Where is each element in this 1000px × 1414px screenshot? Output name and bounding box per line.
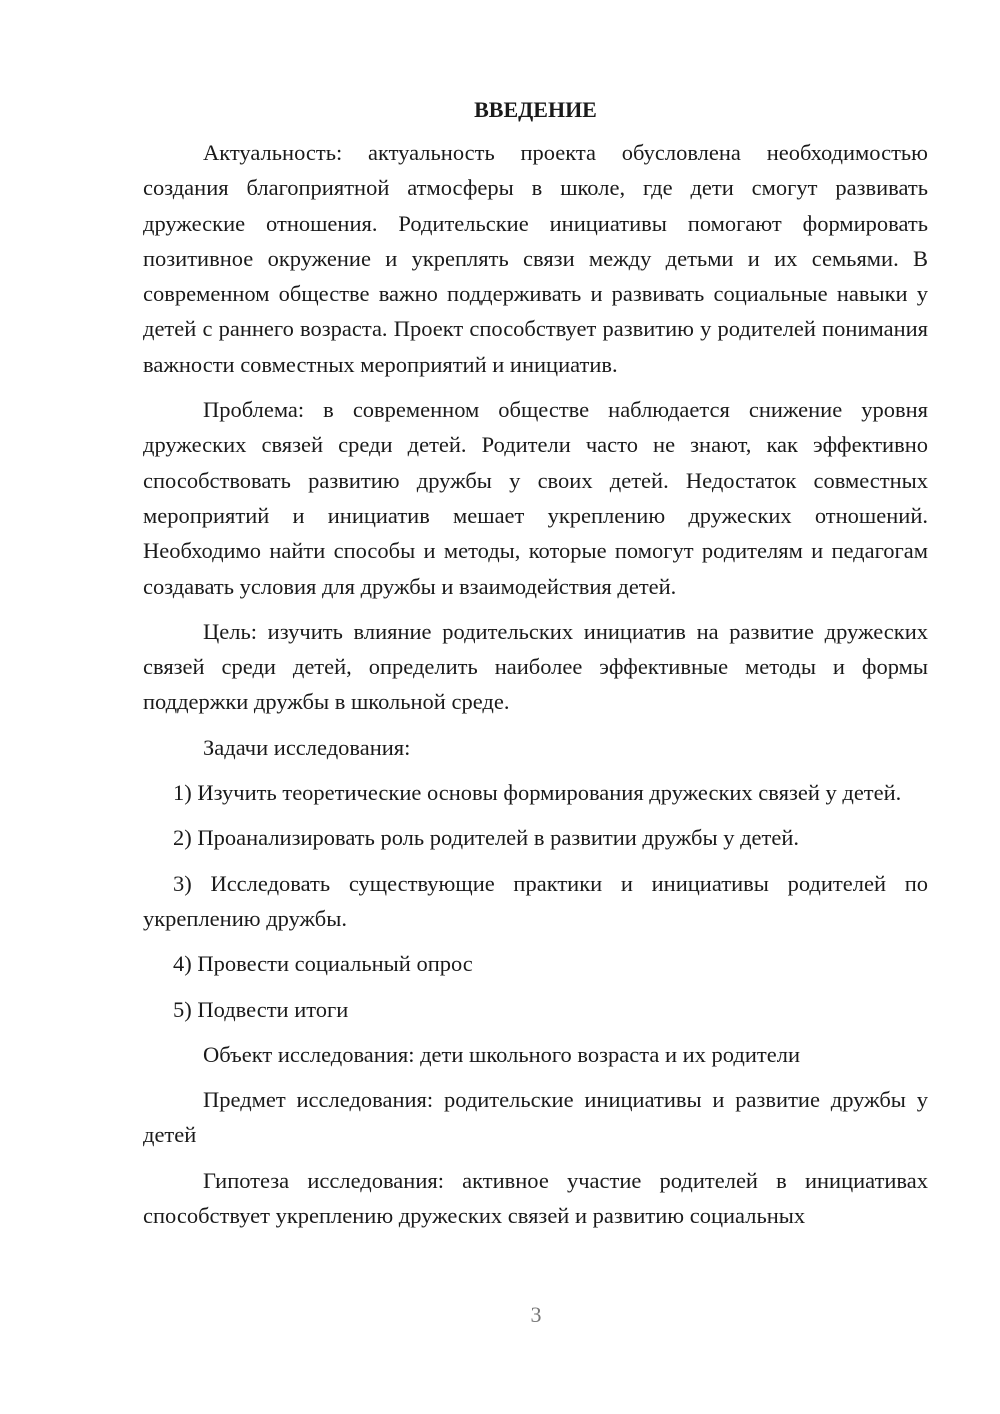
tasks-title: Задачи исследования:: [203, 734, 411, 760]
problem-paragraph: Проблема: в современном обществе наблюдается снижение уровня дружеских связей среди детей. Родители часто не знают, как эффективно способствовать развитию дружбы у своих детей. Недостаток совместных мероприятий и инициатив мешает укреплению дружеских отношений. Необходимо найти способы и методы, которые помогут родителям и педагогам создавать условия для дружбы и взаимодействия детей.: [143, 397, 928, 599]
task-item-3: 3) Исследовать существующие практики и инициативы родителей по укреплению дружбы.: [143, 870, 928, 931]
section-heading: ВВЕДЕНИЕ: [474, 97, 597, 122]
goal-paragraph: Цель: изучить влияние родительских инициатив на развитие дружеских связей среди детей, определить наиболее эффективные методы и формы поддержки дружбы в школьной среде.: [143, 618, 928, 715]
page-number: 3: [530, 1302, 542, 1327]
task-item-2: 2) Проанализировать роль родителей в развитии дружбы у детей.: [173, 825, 800, 851]
object-paragraph: Объект исследования: дети школьного возраста и их родители: [203, 1041, 800, 1067]
task-item-4: 4) Провести социальный опрос: [173, 951, 473, 977]
document-body: [143, 95, 928, 1243]
task-item-1: 1) Изучить теоретические основы формирования дружеских связей у детей.: [173, 780, 902, 806]
hypothesis-paragraph: Гипотеза исследования: активное участие родителей в инициативах способствует укреплению дружеских связей и развитию социальных: [143, 1167, 928, 1229]
task-item-5: 5) Подвести итоги: [173, 996, 349, 1022]
subject-paragraph: Предмет исследования: родительские инициативы и развитие дружбы у детей: [143, 1087, 928, 1148]
relevance-paragraph: Актуальность: актуальность проекта обусловлена необходимостью создания благоприятной атмосферы в школе, где дети смогут развивать дружеские отношения. Родительские инициативы помогают формировать позитивное окружение и укреплять связи между детьми и их семьями. В современном обществе важно поддерживать и развивать социальные навыки у детей с раннего возраста. Проект способствует развитию у родителей понимания важности совместных мероприятий и инициатив.: [143, 140, 928, 377]
